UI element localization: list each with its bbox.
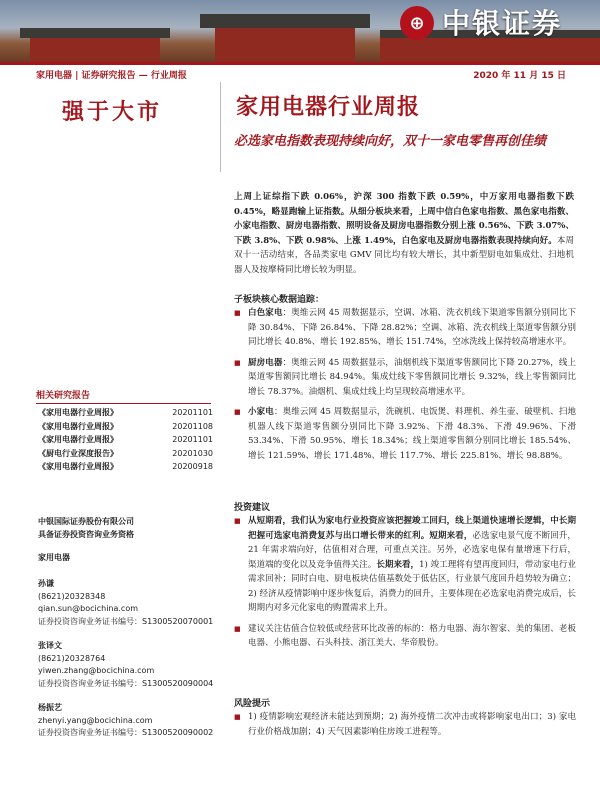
related-reports-list: [38, 406, 213, 474]
summary-paragraph: [234, 190, 574, 277]
invest-bullet-text: 建议关注估值合位较低或经营环比改善的标的：格力电器、海尔智家、美的集团、老板电器、小熊电器、石头科技、浙江美大、华帝股份。: [248, 623, 576, 648]
related-report-name: 《家用电器行业周报》: [38, 421, 118, 431]
analyst-name: 杨振艺: [38, 703, 62, 712]
report-date: 2020 年 11 月 15 日: [473, 71, 566, 81]
invest-bullet-list: [234, 514, 576, 657]
header-divider: [0, 62, 600, 65]
related-report-date: 20201030: [172, 448, 213, 458]
data-bullet-label: 白色家电: [248, 308, 283, 318]
data-bullet: [234, 405, 576, 463]
invest-bullet-bold: 从短期看，我们认为家电行业投资应该把握竣工回归，线上渠道快速增长逻辑，中长期把握可选家电消费复苏与出口增长带来的红利。短期来看，: [248, 516, 576, 541]
analyst-phone: (8621)20328348: [38, 591, 106, 601]
company-qualification: 具备证券投资咨询业务资格: [38, 530, 134, 539]
section-data-title: 子板块核心数据追踪：: [234, 295, 325, 305]
analyst-list: [38, 566, 223, 740]
data-bullet-text: ：奥维云网 45 周数据显示，空调、冰箱、洗衣机线下渠道零售额分别同比下降 30.84%、下降 26.84%、下降 28.82%；空调、冰箱、洗衣机线上渠道零售额分别同比增长 40.8%、增长 192.85%、增长 151.74%，空冰洗线上保持较高增速水平。: [248, 308, 576, 347]
boc-logo-icon: ⊕: [400, 6, 434, 40]
data-bullet-label: 小家电: [248, 407, 274, 417]
summary-text: 本周双十一活动结束，各品类家电 GMV 同比均有较大增长，其中新型厨电如集成灶、扫地机器人及按摩椅同比增长较为明显。: [234, 235, 574, 275]
palace-roof: [20, 28, 170, 38]
sector-label: 家用电器: [38, 553, 70, 562]
analyst-email[interactable]: zhenyi.yang@bocichina.com: [38, 715, 153, 725]
company-info: [38, 515, 218, 541]
header-banner: [0, 0, 600, 62]
risk-bullet-list: [234, 710, 576, 745]
data-bullet-label: 厨房电器: [248, 357, 283, 368]
analyst-email[interactable]: yiwen.zhang@bocichina.com: [38, 666, 155, 675]
related-report-date: 20200918: [172, 462, 213, 471]
invest-bullet: [234, 514, 576, 616]
analyst-phone: (8621)20328764: [38, 653, 106, 663]
invest-bullet-text2: 1) 竣工理将有望再度回归，带动家电行业需求回补；同时白电、厨电板块估值基数处于低估区，行业景气度回升趋势较为确立；2) 经济从疫情影响中逐步恢复后，消费力的回升，主要体现在必选家电消费完成后，长期期内对多元化家电的购置需求上升。: [248, 559, 576, 613]
data-bullet-text: ：奥维云网 45 周数据显示，洗碗机、电饭煲、料理机、养生壶、破壁机、扫地机器人线下渠道零售额分别同比下降 3.92%、下滑 48.3%、下滑 49.96%、下滑 53.34%、下滑 50.95%、增长 18.34%；线上渠道零售额分别同比增长 185.54%、增长 121.59%、增长 171.48%、增长 117.7%、增长 225.81%、增长 98.88%。: [248, 407, 576, 461]
analyst-card: [38, 640, 223, 690]
data-bullet-list: [234, 306, 576, 469]
analyst-name: 孙谦: [38, 579, 54, 588]
analyst-cert: 证券投资咨询业务证书编号：S1300520090002: [38, 728, 214, 737]
data-bullet: [234, 356, 576, 400]
invest-bullet-bold2: 长期来看，: [376, 559, 420, 570]
analyst-name: 张译文: [38, 641, 62, 650]
palace-roof: [200, 14, 370, 28]
analyst-email[interactable]: qian.sun@bocichina.com: [38, 604, 139, 613]
related-report-item: [38, 420, 213, 434]
summary-bold: 上周上证综指下跌 0.06%，沪深 300 指数下跌 0.59%，中万家用电器指数下跌 0.45%，略显跑输上证指数。从细分板块来看，上周中信白色家电指数、黑色家电指数、小家电指数、厨房电器指数、照明设备及厨房电器指数分别上涨 0.56%、下跌 3.07%、下跌 3.8%、下跌 0.98%、上涨 1.49%，白色家电及厨房电器指数表现持续向好。: [234, 192, 574, 246]
report-subtitle: 必选家电指数表现持续向好，双十一家电零售再创佳绩: [234, 134, 547, 149]
related-reports-title: 相关研究报告: [36, 388, 211, 404]
report-category: 家用电器 | 证券研究报告 — 行业周报: [36, 71, 187, 81]
invest-bullet: [234, 622, 576, 651]
data-bullet-text: ：奥维云网 45 周数据显示，油烟机线下渠道零售额同比下降 20.27%，线上渠道零售额同比增长 84.94%。集成灶线下零售额同比增长 9.32%，线上零售额同比增长 78.37%。油烟机、集成灶线上均呈现较高增速水平。: [248, 357, 576, 397]
company-name: 中银国际证券股份有限公司: [38, 517, 134, 526]
risk-bullet: ■ 1) 疫情影响宏观经济未能达到预期；2) 海外疫情二次冲击或将影响家电出口；3) 家电行业价格战加剧；4) 天气因素影响住房竣工进程等。: [234, 710, 576, 739]
invest-bullet-text: 必选家电景气度不断回升，21 年需求端向好，估值相对合理，可重点关注。另外，必选家电保有量增速下行后，渠道端的变化以及竞争值得关注。: [248, 530, 576, 570]
title-divider: [220, 82, 221, 172]
related-report-date: 20201101: [172, 435, 213, 444]
related-report-name: 《家用电器行业周报》: [38, 435, 118, 444]
rating-label: 强于大市: [62, 99, 163, 125]
related-report-item: [38, 447, 213, 461]
brand-name: 中银证券: [442, 7, 563, 40]
analyst-card: [38, 578, 223, 628]
section-invest-title: 投资建议: [234, 503, 271, 513]
related-report-date: 20201101: [172, 408, 213, 417]
palace-wall: [30, 38, 160, 62]
related-report-item: [38, 460, 213, 474]
analyst-card: [38, 702, 223, 740]
data-bullet: [234, 306, 576, 350]
section-risk-title: 风险提示: [234, 699, 271, 709]
related-report-name: 《家用电器行业周报》: [38, 462, 118, 471]
related-report-item: [38, 406, 213, 420]
analyst-cert: 证券投资咨询业务证书编号：S1300520070001: [38, 616, 214, 626]
related-report-date: 20201108: [172, 421, 213, 431]
palace-wall: [215, 28, 355, 62]
analyst-cert: 证券投资咨询业务证书编号：S1300520090004: [38, 678, 214, 688]
related-report-item: [38, 433, 213, 447]
report-title: 家用电器行业周报: [236, 94, 421, 120]
related-report-name: 《厨电行业深度报告》: [38, 448, 118, 458]
related-report-name: 《家用电器行业周报》: [38, 408, 118, 417]
